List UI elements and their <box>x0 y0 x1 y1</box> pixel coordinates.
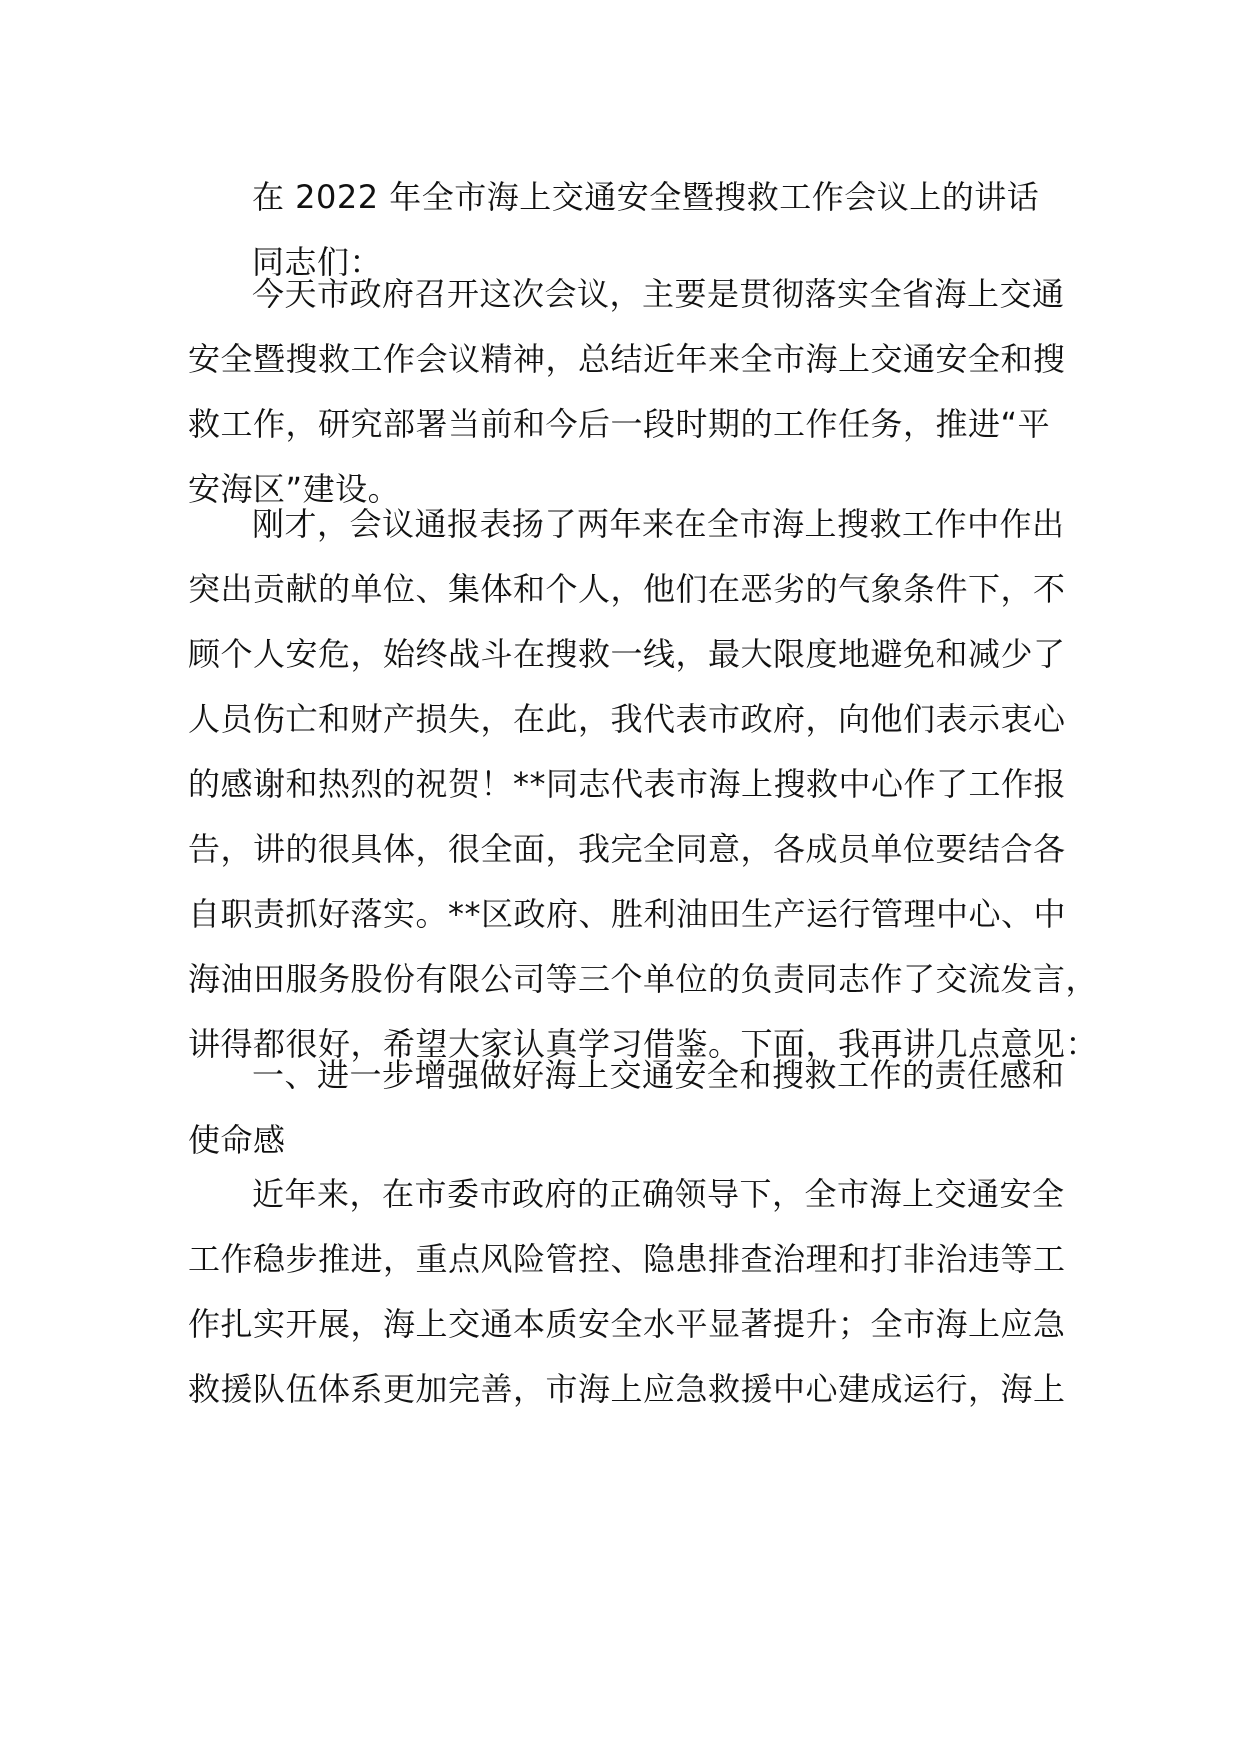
paragraph-line: 作扎实开展，海上交通本质安全水平显著提升；全市海上应急 <box>188 1305 1066 1343</box>
paragraph-line: 今天市政府召开这次会议，主要是贯彻落实全省海上交通 <box>252 275 1065 313</box>
paragraph-2 <box>188 492 1099 1077</box>
heading-line: 使命感 <box>188 1121 286 1159</box>
section-heading-1 <box>188 1043 1068 1173</box>
paragraph-line: 安海区”建设。 <box>188 470 401 508</box>
paragraph-line: 的感谢和热烈的祝贺！**同志代表市海上搜救中心作了工作报 <box>188 765 1067 803</box>
paragraph-1 <box>188 262 1068 522</box>
paragraph-line: 突出贡献的单位、集体和个人，他们在恶劣的气象条件下，不 <box>188 570 1066 608</box>
paragraph-line: 海油田服务股份有限公司等三个单位的负责同志作了交流发言， <box>188 960 1099 998</box>
paragraph-line: 人员伤亡和财产损失，在此，我代表市政府，向他们表示衷心 <box>188 700 1066 738</box>
paragraph-line: 近年来，在市委市政府的正确领导下，全市海上交通安全 <box>252 1175 1065 1213</box>
paragraph-line: 安全暨搜救工作会议精神，总结近年来全市海上交通安全和搜 <box>188 340 1066 378</box>
paragraph-line: 顾个人安危，始终战斗在搜救一线，最大限度地避免和减少了 <box>188 635 1066 673</box>
paragraph-line: 讲得都很好，希望大家认真学习借鉴。下面，我再讲几点意见： <box>188 1025 1099 1063</box>
document-title <box>252 165 1132 230</box>
paragraph-line: 救援队伍体系更加完善，市海上应急救援中心建成运行，海上 <box>188 1370 1066 1408</box>
paragraph-line: 自职责抓好落实。**区政府、胜利油田生产运行管理中心、中 <box>188 895 1067 933</box>
paragraph-3 <box>188 1162 1068 1422</box>
title-text: 在 2022 年全市海上交通安全暨搜救工作会议上的讲话 <box>252 178 1040 216</box>
paragraph-line: 救工作，研究部署当前和今后一段时期的工作任务，推进“平 <box>188 405 1051 443</box>
paragraph-line: 工作稳步推进，重点风险管控、隐患排查治理和打非治违等工 <box>188 1240 1066 1278</box>
salutation-text: 同志们： <box>252 243 383 281</box>
heading-line: 一、进一步增强做好海上交通安全和搜救工作的责任感和 <box>252 1056 1065 1094</box>
paragraph-line: 刚才，会议通报表扬了两年来在全市海上搜救工作中作出 <box>252 505 1065 543</box>
paragraph-line: 告，讲的很具体，很全面，我完全同意，各成员单位要结合各 <box>188 830 1066 868</box>
